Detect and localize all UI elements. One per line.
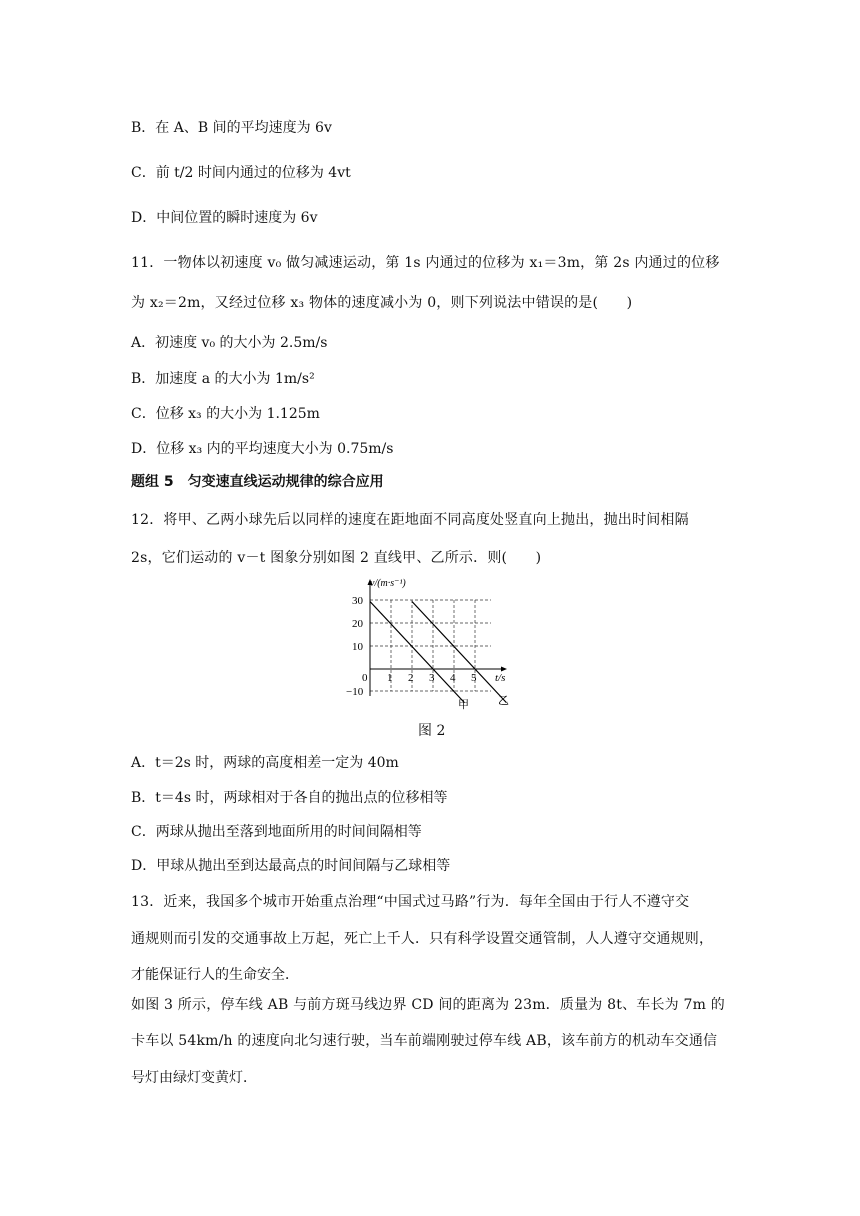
question-13-line3: 才能保证行人的生命安全． xyxy=(131,967,299,983)
series-line-1 xyxy=(412,602,507,703)
option-d-11: D．位移 x₃ 内的平均速度大小为 0.75m/s xyxy=(131,441,394,457)
question-11-line2: 为 x₂＝2m，又经过位移 x₃ 物体的速度减小为 0，则下列说法中错误的是( ) xyxy=(131,295,633,311)
x-axis-arrow xyxy=(501,667,507,672)
option-a-11: A．初速度 v₀ 的大小为 2.5m/s xyxy=(131,335,328,351)
series-line-0 xyxy=(370,602,465,703)
y-axis-label: v/(m·s⁻¹) xyxy=(370,578,406,589)
option-d-12: D．甲球从抛出至到达最高点的时间间隔与乙球相等 xyxy=(131,858,451,874)
ytick-10: 10 xyxy=(352,641,363,653)
question-13-line4: 如图 3 所示，停车线 AB 与前方斑马线边界 CD 间的距离为 23m．质量为 8t、车长为 7m 的 xyxy=(131,997,725,1013)
option-b-10: B．在 A、B 间的平均速度为 6v xyxy=(131,120,332,136)
series-label-yi: 乙 xyxy=(498,695,509,707)
option-b-12: B．t＝4s 时，两球相对于各自的抛出点的位移相等 xyxy=(131,790,448,806)
xtick-1: 1 xyxy=(387,672,393,684)
ytick-neg10: −10 xyxy=(346,686,364,698)
question-13-line5: 卡车以 54km/h 的速度向北匀速行驶，当车前端刚驶过停车线 AB，该车前方的机动车交通信 xyxy=(131,1033,718,1049)
ytick-0: 0 xyxy=(362,672,368,684)
option-a-12: A．t＝2s 时，两球的高度相差一定为 40m xyxy=(131,755,399,771)
figure-caption: 图 2 xyxy=(418,723,446,739)
series-label-jia: 甲 xyxy=(458,699,469,711)
question-11-line1: 11．一物体以初速度 v₀ 做匀减速运动，第 1s 内通过的位移为 x₁＝3m，第 2s 内通过的位移 xyxy=(131,255,720,271)
xtick-5: 5 xyxy=(471,672,477,684)
vt-graph xyxy=(340,574,520,714)
xtick-4: 4 xyxy=(450,672,456,684)
question-12-line2: 2s，它们运动的 v－t 图象分别如图 2 直线甲、乙所示．则( ) xyxy=(131,550,542,566)
option-c-10: C．前 t/2 时间内通过的位移为 4vt xyxy=(131,165,351,181)
question-13-line6: 号灯由绿灯变黄灯． xyxy=(131,1070,257,1086)
question-13-line1: 13．近来，我国多个城市开始重点治理“中国式过马路”行为．每年全国由于行人不遵守交 xyxy=(131,894,690,910)
section-heading: 题组 5 匀变速直线运动规律的综合应用 xyxy=(131,474,384,490)
x-axis-label: t/s xyxy=(495,672,506,684)
xtick-3: 3 xyxy=(429,672,435,684)
option-c-12: C．两球从抛出至落到地面所用的时间间隔相等 xyxy=(131,824,422,840)
ytick-20: 20 xyxy=(352,618,363,630)
option-b-11: B．加速度 a 的大小为 1m/s² xyxy=(131,371,315,387)
question-13-line2: 通规则而引发的交通事故上万起，死亡上千人．只有科学设置交通管制，人人遵守交通规则， xyxy=(131,931,714,947)
ytick-30: 30 xyxy=(352,595,363,607)
question-12-line1: 12．将甲、乙两小球先后以同样的速度在距地面不同高度处竖直向上抛出，抛出时间相隔 xyxy=(131,512,689,528)
xtick-2: 2 xyxy=(408,672,414,684)
option-c-11: C．位移 x₃ 的大小为 1.125m xyxy=(131,406,320,422)
option-d-10: D．中间位置的瞬时速度为 6v xyxy=(131,210,318,226)
